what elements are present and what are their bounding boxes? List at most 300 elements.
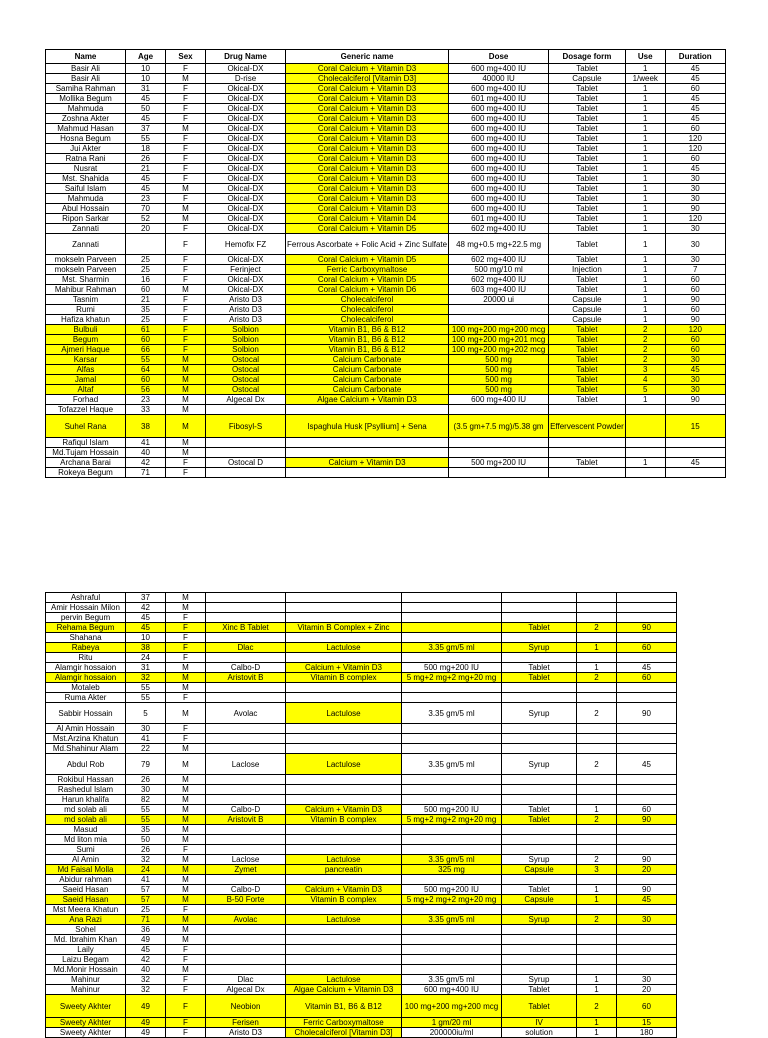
cell-generic-name: Cholecalciferol [Vitamin D3] — [286, 74, 449, 84]
cell-use: 1 — [625, 458, 665, 468]
cell-dosage-form: Tablet — [549, 154, 626, 164]
cell-dose: 5 mg+2 mg+2 mg+20 mg — [402, 673, 502, 683]
cell-dose: 3.35 gm/5 ml — [402, 855, 502, 865]
cell-drug-name: Okical-DX — [206, 194, 286, 204]
cell-generic-name — [286, 693, 402, 703]
cell-drug-name — [206, 965, 286, 975]
cell-use: 3 — [577, 865, 617, 875]
cell-use: 2 — [625, 335, 665, 345]
cell-duration: 90 — [665, 295, 725, 305]
cell-use: 1 — [625, 395, 665, 405]
cell-age: 26 — [126, 845, 166, 855]
table-row — [46, 955, 677, 965]
cell-sex: M — [166, 438, 206, 448]
cell-generic-name: Ferrous Ascorbate + Folic Acid + Zinc Sulfate — [286, 234, 449, 255]
cell-generic-name: Coral Calcium + Vitamin D5 — [286, 255, 449, 265]
cell-name: Mahibur Rahman — [46, 285, 126, 295]
cell-age: 18 — [126, 144, 166, 154]
cell-sex: F — [166, 1028, 206, 1038]
cell-dosage-form: Tablet — [549, 164, 626, 174]
cell-use — [625, 448, 665, 458]
cell-age: 41 — [126, 438, 166, 448]
cell-name: Rabeya — [46, 643, 126, 653]
cell-generic-name — [286, 935, 402, 945]
cell-dosage-form — [502, 935, 577, 945]
cell-use: 1 — [625, 94, 665, 104]
cell-dosage-form: Capsule — [502, 895, 577, 905]
cell-sex: F — [166, 975, 206, 985]
cell-drug-name: Okical-DX — [206, 204, 286, 214]
table-row — [46, 965, 677, 975]
cell-duration: 30 — [665, 385, 725, 395]
cell-dose: 500 mg — [449, 355, 549, 365]
cell-name: Ajmeri Haque — [46, 345, 126, 355]
cell-generic-name: Coral Calcium + Vitamin D3 — [286, 174, 449, 184]
cell-sex: F — [166, 275, 206, 285]
cell-use: 1/week — [625, 74, 665, 84]
cell-dosage-form — [502, 683, 577, 693]
cell-name: Basir Ali — [46, 64, 126, 74]
table-row — [46, 1018, 677, 1028]
table-row — [46, 613, 677, 623]
cell-name: Mahinur — [46, 975, 126, 985]
cell-drug-name — [206, 905, 286, 915]
cell-age: 23 — [126, 395, 166, 405]
cell-drug-name — [206, 785, 286, 795]
cell-use: 2 — [577, 915, 617, 925]
cell-drug-name — [206, 603, 286, 613]
cell-duration — [617, 744, 677, 754]
cell-name: Amir Hossain Milon — [46, 603, 126, 613]
cell-dosage-form: IV — [502, 1018, 577, 1028]
cell-age: 57 — [126, 895, 166, 905]
cell-use — [577, 925, 617, 935]
cell-drug-name: Solbion — [206, 345, 286, 355]
table-row — [46, 84, 726, 94]
cell-duration: 15 — [617, 1018, 677, 1028]
cell-drug-name — [206, 835, 286, 845]
cell-age: 55 — [126, 693, 166, 703]
cell-generic-name: Coral Calcium + Vitamin D3 — [286, 94, 449, 104]
cell-dose: 600 mg+400 IU — [449, 184, 549, 194]
cell-dosage-form: Syrup — [502, 703, 577, 724]
cell-sex: F — [166, 295, 206, 305]
cell-name: md solab ali — [46, 805, 126, 815]
cell-dose: 3.35 gm/5 ml — [402, 703, 502, 724]
cell-name: Zoshna Akter — [46, 114, 126, 124]
cell-generic-name: Lactulose — [286, 915, 402, 925]
cell-name: Alamgir hossaion — [46, 673, 126, 683]
cell-drug-name: Algecal Dx — [206, 395, 286, 405]
table-row — [46, 275, 726, 285]
cell-duration: 60 — [665, 84, 725, 94]
cell-drug-name — [206, 935, 286, 945]
cell-drug-name: Okical-DX — [206, 164, 286, 174]
cell-dosage-form: Tablet — [502, 663, 577, 673]
cell-duration: 15 — [665, 415, 725, 438]
cell-use: 1 — [625, 265, 665, 275]
cell-sex: M — [166, 815, 206, 825]
cell-drug-name — [206, 448, 286, 458]
cell-drug-name: Aristo D3 — [206, 1028, 286, 1038]
cell-dosage-form: solution — [502, 1028, 577, 1038]
cell-generic-name: Algae Calcium + Vitamin D3 — [286, 395, 449, 405]
cell-name: Hosna Begum — [46, 134, 126, 144]
table-row — [46, 124, 726, 134]
cell-generic-name: Calcium + Vitamin D3 — [286, 458, 449, 468]
cell-dosage-form — [502, 955, 577, 965]
cell-drug-name — [206, 693, 286, 703]
cell-dosage-form: Tablet — [549, 174, 626, 184]
cell-dosage-form — [502, 905, 577, 915]
table-row — [46, 825, 677, 835]
table-row — [46, 744, 677, 754]
cell-name: Shahana — [46, 633, 126, 643]
cell-name: Nusrat — [46, 164, 126, 174]
cell-dose: 3.35 gm/5 ml — [402, 643, 502, 653]
cell-generic-name — [286, 405, 449, 415]
cell-dose: 600 mg+400 IU — [449, 134, 549, 144]
cell-dosage-form — [549, 448, 626, 458]
cell-dosage-form — [502, 825, 577, 835]
cell-dose — [402, 613, 502, 623]
cell-name: Karsar — [46, 355, 126, 365]
cell-drug-name: Okical-DX — [206, 114, 286, 124]
cell-age: 36 — [126, 925, 166, 935]
table-row — [46, 795, 677, 805]
cell-duration: 30 — [665, 174, 725, 184]
table-row — [46, 458, 726, 468]
cell-sex: F — [166, 1018, 206, 1028]
cell-use — [577, 775, 617, 785]
cell-drug-name: Hemofix FZ — [206, 234, 286, 255]
cell-generic-name: Coral Calcium + Vitamin D5 — [286, 224, 449, 234]
cell-use: 1 — [625, 154, 665, 164]
cell-drug-name — [206, 593, 286, 603]
cell-generic-name: Ispaghula Husk [Psyllium] + Sena — [286, 415, 449, 438]
cell-name: Saeid Hasan — [46, 895, 126, 905]
table-row — [46, 693, 677, 703]
cell-name: Md.Tujam Hossain — [46, 448, 126, 458]
cell-dose — [402, 825, 502, 835]
cell-dosage-form: Syrup — [502, 754, 577, 775]
cell-use: 2 — [625, 325, 665, 335]
table-row — [46, 154, 726, 164]
cell-generic-name: Vitamin B Complex + Zinc — [286, 623, 402, 633]
cell-dosage-form: Injection — [549, 265, 626, 275]
cell-generic-name: Cholecalciferol — [286, 315, 449, 325]
cell-dose — [402, 935, 502, 945]
cell-drug-name — [206, 795, 286, 805]
cell-dosage-form: Tablet — [549, 375, 626, 385]
cell-duration — [617, 593, 677, 603]
cell-generic-name: Lactulose — [286, 643, 402, 653]
cell-dose: 600 mg+400 IU — [449, 144, 549, 154]
cell-use: 1 — [625, 174, 665, 184]
cell-dose — [402, 775, 502, 785]
cell-drug-name — [206, 633, 286, 643]
cell-drug-name: Ostocal — [206, 375, 286, 385]
cell-sex: M — [166, 875, 206, 885]
cell-sex: F — [166, 955, 206, 965]
cell-age: 40 — [126, 448, 166, 458]
cell-dosage-form: Tablet — [549, 84, 626, 94]
cell-dose: 600 mg+400 IU — [449, 114, 549, 124]
cell-sex: M — [166, 744, 206, 754]
cell-drug-name — [206, 613, 286, 623]
cell-age: 42 — [126, 955, 166, 965]
cell-name: Suhel Rana — [46, 415, 126, 438]
cell-dosage-form — [502, 775, 577, 785]
cell-generic-name: Coral Calcium + Vitamin D3 — [286, 114, 449, 124]
cell-use: 2 — [577, 995, 617, 1018]
cell-sex: F — [166, 144, 206, 154]
cell-drug-name: Neobion — [206, 995, 286, 1018]
cell-name: Zannati — [46, 224, 126, 234]
cell-age: 57 — [126, 885, 166, 895]
cell-dose: 48 mg+0.5 mg+22.5 mg — [449, 234, 549, 255]
table-row — [46, 315, 726, 325]
cell-sex: F — [166, 164, 206, 174]
cell-sex: M — [166, 603, 206, 613]
cell-generic-name: Ferric Carboxymaltose — [286, 265, 449, 275]
cell-dose: 602 mg+400 IU — [449, 255, 549, 265]
cell-name: Tasnim — [46, 295, 126, 305]
cell-dose: 200000iu/ml — [402, 1028, 502, 1038]
cell-drug-name: Okical-DX — [206, 64, 286, 74]
cell-duration: 90 — [617, 623, 677, 633]
cell-age: 22 — [126, 744, 166, 754]
cell-drug-name: Okical-DX — [206, 184, 286, 194]
cell-age: 55 — [126, 134, 166, 144]
table-row — [46, 1028, 677, 1038]
cell-sex: M — [166, 124, 206, 134]
cell-duration: 60 — [665, 285, 725, 295]
cell-drug-name: Fibosyl-S — [206, 415, 286, 438]
cell-drug-name: Aristovit B — [206, 673, 286, 683]
cell-use — [577, 935, 617, 945]
table-row — [46, 395, 726, 405]
cell-use: 2 — [625, 345, 665, 355]
cell-dose: 602 mg+400 IU — [449, 275, 549, 285]
cell-generic-name — [286, 603, 402, 613]
cell-age: 30 — [126, 724, 166, 734]
cell-age: 16 — [126, 275, 166, 285]
cell-sex: M — [166, 593, 206, 603]
cell-dose: 5 mg+2 mg+2 mg+20 mg — [402, 815, 502, 825]
cell-dosage-form — [502, 653, 577, 663]
cell-sex: M — [166, 448, 206, 458]
cell-age: 70 — [126, 204, 166, 214]
cell-name: Altaf — [46, 385, 126, 395]
cell-dose: 500 mg — [449, 385, 549, 395]
cell-age: 45 — [126, 114, 166, 124]
cell-drug-name: Okical-DX — [206, 124, 286, 134]
cell-duration: 20 — [617, 985, 677, 995]
cell-sex: M — [166, 703, 206, 724]
cell-drug-name: Aristovit B — [206, 815, 286, 825]
cell-name: Jui Akter — [46, 144, 126, 154]
cell-dosage-form — [502, 593, 577, 603]
cell-duration: 60 — [617, 673, 677, 683]
cell-age: 26 — [126, 775, 166, 785]
cell-use: 4 — [625, 375, 665, 385]
cell-drug-name: Dlac — [206, 643, 286, 653]
cell-use: 1 — [577, 663, 617, 673]
medication-table-2 — [45, 592, 677, 1038]
cell-generic-name — [286, 965, 402, 975]
cell-sex: M — [166, 74, 206, 84]
cell-use — [577, 845, 617, 855]
cell-drug-name: Avolac — [206, 703, 286, 724]
cell-dose — [402, 623, 502, 633]
cell-drug-name: Okical-DX — [206, 214, 286, 224]
cell-duration: 30 — [665, 234, 725, 255]
cell-generic-name: Calcium Carbonate — [286, 375, 449, 385]
cell-drug-name: Aristo D3 — [206, 315, 286, 325]
table-row — [46, 895, 677, 905]
cell-name: Al Amin — [46, 855, 126, 865]
cell-use — [577, 795, 617, 805]
table-row — [46, 875, 677, 885]
cell-use: 1 — [577, 885, 617, 895]
cell-name: Mst Meera Khatun — [46, 905, 126, 915]
table-row — [46, 365, 726, 375]
cell-duration: 45 — [665, 104, 725, 114]
cell-dose — [402, 653, 502, 663]
cell-generic-name — [286, 438, 449, 448]
cell-use: 2 — [577, 815, 617, 825]
cell-duration: 60 — [665, 275, 725, 285]
table-row — [46, 915, 677, 925]
table-row — [46, 724, 677, 734]
cell-dose — [402, 683, 502, 693]
cell-sex: M — [166, 965, 206, 975]
cell-generic-name: Ferric Carboxymaltose — [286, 1018, 402, 1028]
cell-age: 24 — [126, 865, 166, 875]
cell-duration — [617, 905, 677, 915]
cell-generic-name — [286, 925, 402, 935]
cell-name: Begum — [46, 335, 126, 345]
cell-use — [625, 438, 665, 448]
cell-name: Abul Hossain — [46, 204, 126, 214]
cell-age: 10 — [126, 74, 166, 84]
cell-sex: F — [166, 255, 206, 265]
cell-age: 55 — [126, 805, 166, 815]
cell-age: 24 — [126, 653, 166, 663]
cell-duration — [617, 653, 677, 663]
cell-generic-name — [286, 744, 402, 754]
cell-generic-name — [286, 653, 402, 663]
cell-drug-name: Dlac — [206, 975, 286, 985]
cell-generic-name: Lactulose — [286, 855, 402, 865]
cell-sex: F — [166, 104, 206, 114]
cell-sex: F — [166, 64, 206, 74]
table-row — [46, 775, 677, 785]
cell-sex: F — [166, 613, 206, 623]
cell-name: Sohel — [46, 925, 126, 935]
cell-dose: 600 mg+400 IU — [449, 164, 549, 174]
cell-sex: M — [166, 795, 206, 805]
cell-name: Rafiqul Islam — [46, 438, 126, 448]
cell-duration: 30 — [617, 915, 677, 925]
table-row — [46, 194, 726, 204]
cell-name: Saeid Hasan — [46, 885, 126, 895]
cell-drug-name: Okical-DX — [206, 174, 286, 184]
cell-duration: 60 — [665, 305, 725, 315]
cell-age: 25 — [126, 255, 166, 265]
col-header-dose: Dose — [449, 50, 549, 64]
cell-generic-name: Coral Calcium + Vitamin D3 — [286, 124, 449, 134]
cell-age: 23 — [126, 194, 166, 204]
cell-drug-name: Okical-DX — [206, 104, 286, 114]
cell-use: 1 — [577, 985, 617, 995]
cell-dosage-form: Tablet — [502, 995, 577, 1018]
cell-dosage-form: Tablet — [549, 134, 626, 144]
cell-dosage-form — [502, 724, 577, 734]
cell-dosage-form — [502, 835, 577, 845]
cell-generic-name — [286, 835, 402, 845]
col-header-use: Use — [625, 50, 665, 64]
cell-name: Ripon Sarkar — [46, 214, 126, 224]
cell-dosage-form: Tablet — [549, 114, 626, 124]
cell-use: 2 — [577, 673, 617, 683]
cell-dose: 601 mg+400 IU — [449, 94, 549, 104]
cell-generic-name — [286, 734, 402, 744]
cell-sex: F — [166, 194, 206, 204]
cell-dose: 100 mg+200 mg+201 mcg — [449, 335, 549, 345]
cell-name: Mst. Sharmin — [46, 275, 126, 285]
cell-drug-name: Ostocal D — [206, 458, 286, 468]
cell-age: 41 — [126, 734, 166, 744]
table-row — [46, 255, 726, 265]
cell-generic-name: Coral Calcium + Vitamin D3 — [286, 204, 449, 214]
cell-drug-name — [206, 724, 286, 734]
cell-use: 1 — [625, 84, 665, 94]
cell-duration — [617, 734, 677, 744]
cell-duration — [617, 693, 677, 703]
cell-dose: 1 gm/20 ml — [402, 1018, 502, 1028]
table-row — [46, 468, 726, 478]
cell-generic-name — [286, 593, 402, 603]
cell-duration — [617, 925, 677, 935]
cell-dose: 600 mg+400 IU — [449, 204, 549, 214]
cell-generic-name: Coral Calcium + Vitamin D3 — [286, 154, 449, 164]
cell-name: Abidur rahman — [46, 875, 126, 885]
cell-sex: M — [166, 775, 206, 785]
cell-drug-name: Avolac — [206, 915, 286, 925]
cell-drug-name: Laclose — [206, 855, 286, 865]
cell-age: 45 — [126, 174, 166, 184]
cell-generic-name: Calcium + Vitamin D3 — [286, 663, 402, 673]
table-row — [46, 265, 726, 275]
cell-drug-name: Okical-DX — [206, 84, 286, 94]
cell-sex: F — [166, 623, 206, 633]
cell-use: 2 — [577, 855, 617, 865]
cell-dosage-form: Tablet — [549, 124, 626, 134]
cell-dose — [402, 603, 502, 613]
cell-duration: 60 — [617, 643, 677, 653]
cell-drug-name: Okical-DX — [206, 154, 286, 164]
cell-duration — [617, 955, 677, 965]
cell-duration: 30 — [665, 184, 725, 194]
cell-generic-name — [286, 785, 402, 795]
cell-sex: F — [166, 995, 206, 1018]
cell-use: 1 — [625, 64, 665, 74]
cell-age: 71 — [126, 915, 166, 925]
cell-sex: F — [166, 114, 206, 124]
cell-sex: M — [166, 855, 206, 865]
